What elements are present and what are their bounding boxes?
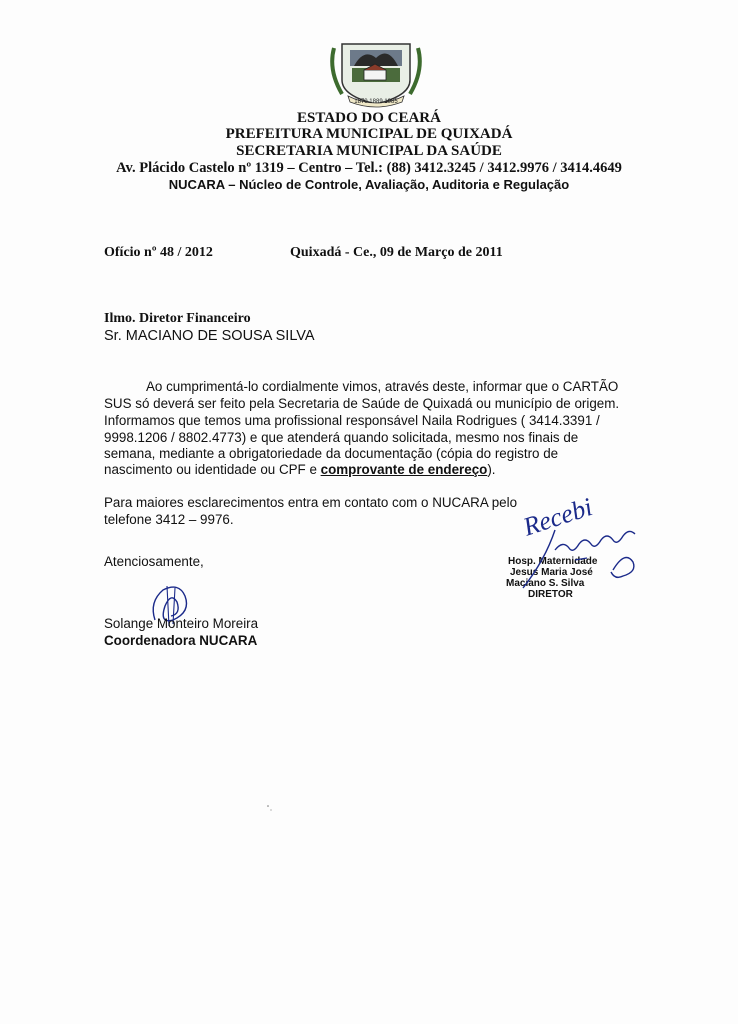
body-line-3: Informamos que temos uma profissional responsável Naila Rodrigues ( 3414.3391 / (104, 413, 600, 428)
stamp-line-3: Maciano S. Silva (506, 578, 585, 589)
body-line-4: 9998.1206 / 8802.4773) e que atenderá quando solicitada, mesmo nos finais de (104, 430, 579, 445)
letterhead-address: Av. Plácido Castelo nº 1319 – Centro – Tel.: (88) 3412.3245 / 3412.9976 / 3414.4649 (116, 160, 622, 176)
body-line-6 (104, 462, 496, 477)
stamp-line-1: Hosp. Maternidade (508, 556, 598, 567)
municipal-crest-icon (328, 40, 424, 108)
address-proof-emphasis: comprovante de endereço (320, 462, 488, 477)
scan-speck (260, 800, 280, 820)
recipient-title: Ilmo. Diretor Financeiro (104, 311, 251, 326)
signer-name: Solange Monteiro Moreira (104, 616, 259, 631)
body-line-1: Ao cumprimentá-lo cordialmente vimos, através deste, informar que o CARTÃO (146, 379, 619, 394)
closing-greeting: Atenciosamente, (104, 554, 204, 569)
recipient-name: Sr. MACIANO DE SOUSA SILVA (104, 328, 315, 344)
body-line-6-end: ). (487, 462, 496, 477)
body-line-5: semana, mediante a obrigatoriedade da documentação (cópia do registro de (104, 446, 559, 461)
body-line-6-text: nascimento ou identidade ou CPF e (104, 462, 321, 477)
stamp-line-2: Jesus Maria José (510, 567, 593, 578)
letterhead-secretaria: SECRETARIA MUNICIPAL DA SAÚDE (236, 143, 502, 159)
signer-role: Coordenadora NUCARA (104, 633, 258, 648)
received-note-text: Recebi (519, 492, 596, 542)
letterhead-state: ESTADO DO CEARÁ (297, 110, 441, 126)
stamp-line-4: DIRETOR (528, 589, 573, 600)
place-date: Quixadá - Ce., 09 de Março de 2011 (290, 245, 503, 260)
contact-line-2: telefone 3412 – 9976. (104, 512, 234, 527)
crest-years: 1870 1889 1985 (354, 99, 398, 105)
letterhead-department: NUCARA – Núcleo de Controle, Avaliação, Auditoria e Regulação (168, 177, 570, 192)
contact-line-1: Para maiores esclarecimentos entra em contato com o NUCARA pelo (104, 495, 518, 510)
signature-maciano (515, 510, 645, 590)
body-line-2: SUS só deverá ser feito pela Secretaria de Saúde de Quixadá ou município de origem. (104, 396, 620, 411)
letterhead-prefeitura: PREFEITURA MUNICIPAL DE QUIXADÁ (225, 126, 513, 142)
oficio-number: Ofício nº 48 / 2012 (104, 245, 213, 260)
